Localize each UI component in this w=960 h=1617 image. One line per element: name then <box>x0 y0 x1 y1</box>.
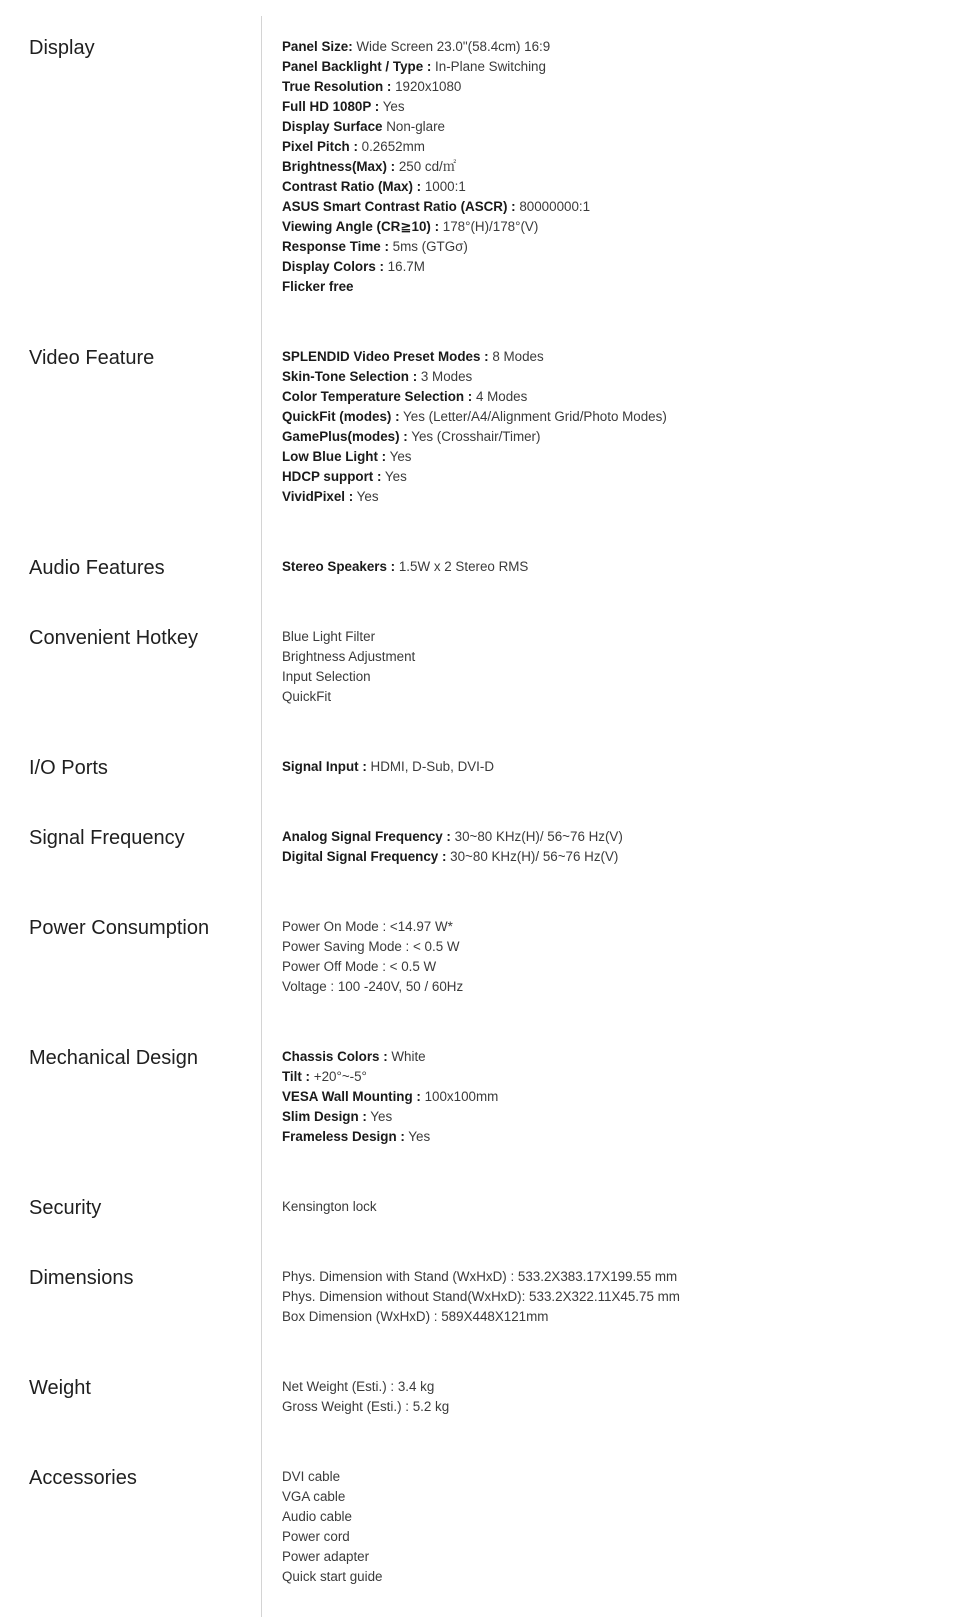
spec-value: QuickFit <box>282 689 332 704</box>
spec-row <box>282 157 942 177</box>
spec-row <box>282 1127 942 1147</box>
spec-row <box>282 1377 942 1397</box>
spec-label: Panel Size: <box>282 39 353 54</box>
spec-value: Blue Light Filter <box>282 629 376 644</box>
section-body-audio-features <box>282 557 942 577</box>
spec-row <box>282 1397 942 1417</box>
spec-row <box>282 1467 942 1487</box>
spec-row <box>282 347 942 367</box>
spec-row <box>282 1287 942 1307</box>
spec-value: +20°~-5° <box>310 1069 367 1084</box>
spec-value: 30~80 KHz(H)/ 56~76 Hz(V) <box>446 849 619 864</box>
spec-row <box>282 1527 942 1547</box>
spec-value: Yes <box>366 1109 393 1124</box>
spec-label: VividPixel : <box>282 489 354 504</box>
section-body-display <box>282 37 942 297</box>
spec-row <box>282 757 942 777</box>
spec-row <box>282 407 942 427</box>
spec-value: Box Dimension (WxHxD) : 589X448X121mm <box>282 1309 549 1324</box>
spec-value: Yes <box>353 489 379 504</box>
section-body-i-o-ports <box>282 757 942 777</box>
spec-label: Full HD 1080P : <box>282 99 380 114</box>
spec-row <box>282 917 942 937</box>
spec-value: 3 Modes <box>417 369 473 384</box>
section-title-dimensions: Dimensions <box>29 1267 134 1289</box>
spec-value: 0.2652mm <box>357 139 425 154</box>
section-title-signal-frequency: Signal Frequency <box>29 827 185 849</box>
section-title-display: Display <box>29 37 95 59</box>
spec-row <box>282 117 942 137</box>
spec-value: Audio cable <box>282 1509 352 1524</box>
spec-label: HDCP support : <box>282 469 382 484</box>
spec-row <box>282 427 942 447</box>
spec-value: Input Selection <box>282 669 371 684</box>
spec-row <box>282 847 942 867</box>
spec-row <box>282 1087 942 1107</box>
spec-value: 30~80 KHz(H)/ 56~76 Hz(V) <box>450 829 623 844</box>
spec-row <box>282 827 942 847</box>
spec-label: Display Surface <box>282 119 383 134</box>
spec-value: Power On Mode : <14.97 W* <box>282 919 453 934</box>
spec-label: Panel Backlight / Type : <box>282 59 432 74</box>
spec-label: Digital Signal Frequency : <box>282 849 447 864</box>
section-title-accessories: Accessories <box>29 1467 137 1489</box>
spec-value: Non-glare <box>382 119 446 134</box>
spec-label: ASUS Smart Contrast Ratio (ASCR) : <box>282 199 516 214</box>
spec-value: 1.5W x 2 Stereo RMS <box>395 559 529 574</box>
spec-label: Contrast Ratio (Max) : <box>282 179 422 194</box>
spec-row <box>282 77 942 97</box>
spec-row <box>282 957 942 977</box>
spec-value: 100x100mm <box>420 1089 499 1104</box>
spec-label: Brightness(Max) : <box>282 159 396 174</box>
spec-value: 1000:1 <box>421 179 466 194</box>
section-body-mechanical-design <box>282 1047 942 1147</box>
spec-label: Chassis Colors : <box>282 1049 388 1064</box>
spec-row <box>282 217 942 237</box>
spec-label: Viewing Angle (CR≧10) : <box>282 219 440 234</box>
spec-row <box>282 237 942 257</box>
spec-row <box>282 1507 942 1527</box>
spec-value: 16.7M <box>383 259 425 274</box>
spec-label: Display Colors : <box>282 259 384 274</box>
section-title-weight: Weight <box>29 1377 91 1399</box>
spec-label: Frameless Design : <box>282 1129 405 1144</box>
spec-row <box>282 977 942 997</box>
section-body-power-consumption <box>282 917 942 997</box>
spec-row <box>282 367 942 387</box>
section-body-accessories <box>282 1467 942 1587</box>
spec-label: Signal Input : <box>282 759 367 774</box>
spec-row <box>282 487 942 507</box>
section-title-i-o-ports: I/O Ports <box>29 757 108 779</box>
spec-label: Tilt : <box>282 1069 311 1084</box>
spec-row <box>282 667 942 687</box>
spec-row <box>282 257 942 277</box>
section-title-audio-features: Audio Features <box>29 557 165 579</box>
section-body-dimensions <box>282 1267 942 1327</box>
spec-value: 8 Modes <box>488 349 544 364</box>
spec-value: Power cord <box>282 1529 350 1544</box>
spec-label: Stereo Speakers : <box>282 559 396 574</box>
spec-row <box>282 1547 942 1567</box>
spec-row <box>282 627 942 647</box>
spec-value: Net Weight (Esti.) : 3.4 kg <box>282 1379 435 1394</box>
spec-value: Yes <box>386 449 412 464</box>
section-body-video-feature <box>282 347 942 507</box>
spec-value: Voltage : 100 -240V, 50 / 60Hz <box>282 979 464 994</box>
spec-value: Yes (Crosshair/Timer) <box>407 429 541 444</box>
spec-row <box>282 1107 942 1127</box>
spec-row <box>282 1197 942 1217</box>
spec-row <box>282 467 942 487</box>
spec-row <box>282 687 942 707</box>
spec-row <box>282 647 942 667</box>
spec-row <box>282 137 942 157</box>
spec-row <box>282 197 942 217</box>
spec-label: GamePlus(modes) : <box>282 429 408 444</box>
spec-value: Yes <box>404 1129 431 1144</box>
spec-value: Phys. Dimension without Stand(WxHxD): 533.2X322.11X45.75 mm <box>282 1289 680 1304</box>
section-title-video-feature: Video Feature <box>29 347 155 369</box>
spec-value: Gross Weight (Esti.) : 5.2 kg <box>282 1399 450 1414</box>
spec-row <box>282 1567 942 1587</box>
spec-value: Yes <box>381 469 407 484</box>
section-body-convenient-hotkey <box>282 627 942 707</box>
section-title-convenient-hotkey: Convenient Hotkey <box>29 627 198 649</box>
spec-row <box>282 387 942 407</box>
spec-value: Phys. Dimension with Stand (WxHxD) : 533.2X383.17X199.55 mm <box>282 1269 678 1284</box>
spec-value: Yes <box>379 99 405 114</box>
spec-label: VESA Wall Mounting : <box>282 1089 421 1104</box>
spec-value: Wide Screen 23.0"(58.4cm) 16:9 <box>352 39 551 54</box>
spec-value: White <box>387 1049 426 1064</box>
spec-label: Flicker free <box>282 279 354 294</box>
section-title-mechanical-design: Mechanical Design <box>29 1047 198 1069</box>
spec-value: DVI cable <box>282 1469 341 1484</box>
spec-label: Response Time : <box>282 239 389 254</box>
spec-value: HDMI, D-Sub, DVI-D <box>366 759 495 774</box>
spec-row <box>282 1307 942 1327</box>
spec-label: Pixel Pitch : <box>282 139 358 154</box>
spec-value: In-Plane Switching <box>431 59 546 74</box>
spec-row <box>282 97 942 117</box>
spec-label: Low Blue Light : <box>282 449 387 464</box>
spec-value: 178°(H)/178°(V) <box>439 219 539 234</box>
spec-value: Power Saving Mode : < 0.5 W <box>282 939 460 954</box>
spec-value: Kensington lock <box>282 1199 377 1214</box>
spec-row <box>282 447 942 467</box>
spec-value: 1920x1080 <box>391 79 462 94</box>
spec-value: VGA cable <box>282 1489 346 1504</box>
spec-value: 250 cd/㎡ <box>395 159 457 174</box>
spec-value: Brightness Adjustment <box>282 649 416 664</box>
spec-value: 80000000:1 <box>515 199 591 214</box>
spec-label: Color Temperature Selection : <box>282 389 473 404</box>
spec-label: Slim Design : <box>282 1109 367 1124</box>
spec-label: QuickFit (modes) : <box>282 409 400 424</box>
spec-value: Power Off Mode : < 0.5 W <box>282 959 437 974</box>
column-divider <box>261 16 262 1617</box>
spec-value: Power adapter <box>282 1549 370 1564</box>
section-body-weight <box>282 1377 942 1417</box>
spec-label: True Resolution : <box>282 79 392 94</box>
spec-row <box>282 1067 942 1087</box>
section-title-security: Security <box>29 1197 102 1219</box>
spec-value: Quick start guide <box>282 1569 383 1584</box>
spec-value: 4 Modes <box>472 389 528 404</box>
spec-label: SPLENDID Video Preset Modes : <box>282 349 489 364</box>
spec-row <box>282 1267 942 1287</box>
spec-row <box>282 37 942 57</box>
section-body-security <box>282 1197 942 1217</box>
spec-row <box>282 937 942 957</box>
section-body-signal-frequency <box>282 827 942 867</box>
spec-row <box>282 557 942 577</box>
spec-row <box>282 57 942 77</box>
spec-label: Analog Signal Frequency : <box>282 829 451 844</box>
spec-row <box>282 277 942 297</box>
spec-row <box>282 1487 942 1507</box>
spec-row <box>282 1047 942 1067</box>
section-title-power-consumption: Power Consumption <box>29 917 210 939</box>
spec-value: 5ms (GTGσ) <box>388 239 468 254</box>
spec-label: Skin-Tone Selection : <box>282 369 418 384</box>
spec-value: Yes (Letter/A4/Alignment Grid/Photo Modes) <box>399 409 667 424</box>
spec-row <box>282 177 942 197</box>
